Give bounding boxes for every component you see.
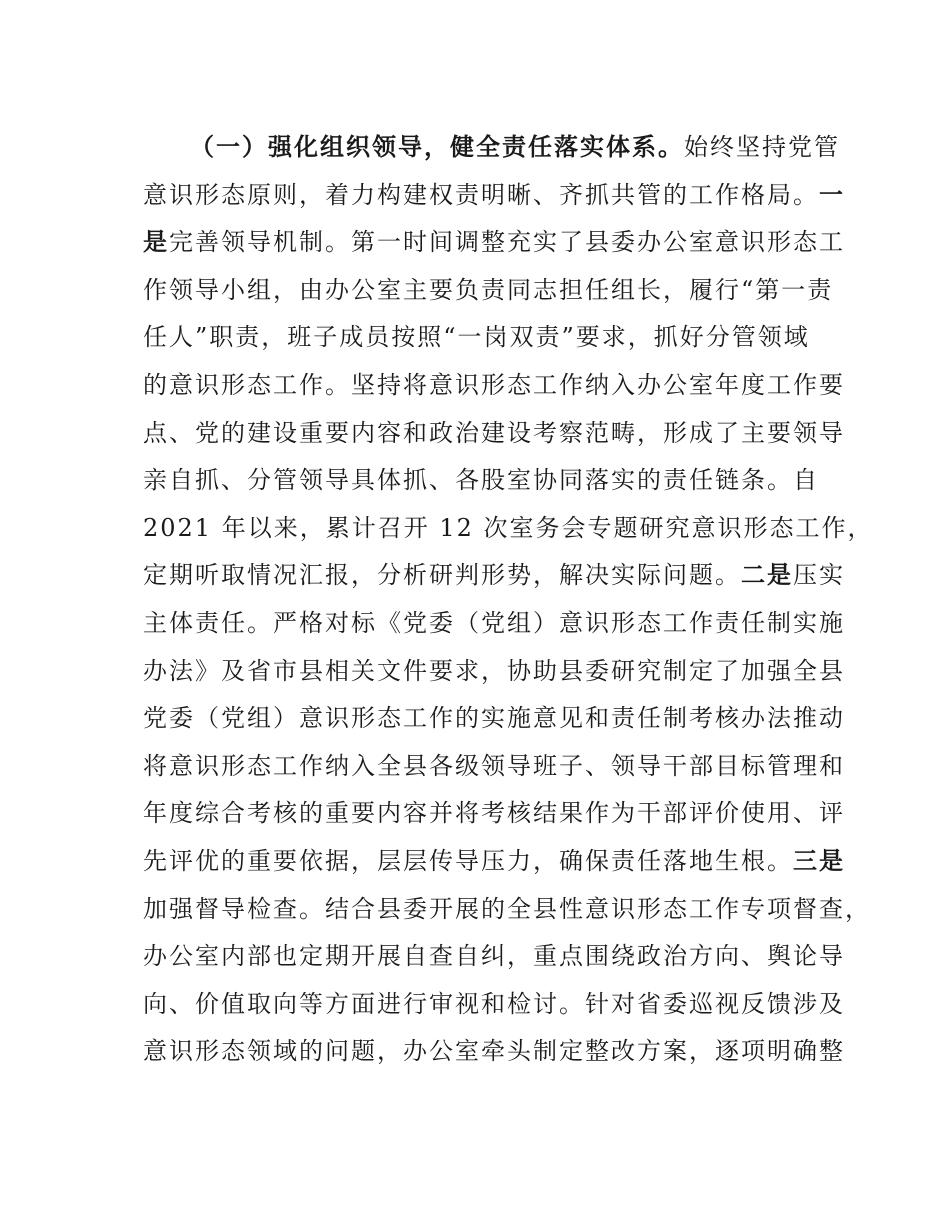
paragraph-line [143, 1028, 845, 1076]
paragraph-line [143, 600, 845, 648]
text-segment: 年度综合考核的重要内容并将考核结果作为干部评价使用、评 [143, 799, 845, 828]
paragraph-line [143, 933, 845, 981]
bold-text-segment: 三是 [793, 846, 845, 875]
text-segment: 主体责任。严格对标《党委（党组）意识形态工作责任制实施 [143, 608, 845, 637]
paragraph-line [143, 410, 845, 458]
paragraph-line [143, 981, 845, 1029]
text-segment: 党委（党组）意识形态工作的实施意见和责任制考核办法推动 [143, 704, 845, 733]
document-body [143, 124, 874, 1076]
text-segment: 作领导小组，由办公室主要负责同志担任组长，履行“第一责 [143, 275, 834, 304]
bold-text-segment: 二是 [741, 561, 793, 590]
text-segment: 压实 [793, 561, 845, 590]
text-segment: 办公室内部也定期开展自查自纠，重点围绕政治方向、舆论导 [143, 942, 845, 971]
text-segment: 定期听取情况汇报，分析研判形势，解决实际问题。 [143, 561, 741, 590]
bold-text-segment: 是 [143, 228, 169, 257]
text-segment: 意识形态领域的问题，办公室牵头制定整改方案，逐项明确整 [143, 1037, 845, 1066]
paragraph-line [143, 457, 819, 505]
text-segment: 始终坚持党管 [684, 133, 840, 161]
paragraph-line [143, 124, 840, 172]
text-segment: 点、党的建设重要内容和政治建设考察范畴，形成了主要领导 [143, 418, 845, 447]
text-segment: 意识形态原则，着力构建权责明晰、齐抓共管的工作格局。 [143, 180, 819, 209]
text-segment: 2021 年以来，累计召开 12 次室务会专题研究意识形态工作， [143, 513, 874, 542]
paragraph-line [143, 314, 810, 362]
text-segment: 先评优的重要依据，层层传导压力，确保责任落地生根。 [143, 846, 793, 875]
paragraph-line [143, 790, 845, 838]
text-segment: 加强督导检查。结合县委开展的全县性意识形态工作专项督查， [143, 894, 871, 923]
text-segment: 办法》及省市县相关文件要求，协助县委研究制定了加强全县 [143, 656, 845, 685]
paragraph-line [143, 267, 834, 315]
text-segment: 向、价值取向等方面进行审视和检讨。针对省委巡视反馈涉及 [143, 989, 845, 1018]
text-segment: 将意识形态工作纳入全县各级领导班子、领导干部目标管理和 [143, 751, 845, 780]
paragraph-line [143, 838, 845, 886]
paragraph-line [143, 219, 845, 267]
bold-text-segment: 一 [819, 180, 845, 209]
paragraph-line [143, 886, 871, 934]
text-segment: 完善领导机制。第一时间调整充实了县委办公室意识形态工 [169, 228, 845, 257]
paragraph-line [143, 552, 845, 600]
text-segment: 亲自抓、分管领导具体抓、各股室协同落实的责任链条。自 [143, 466, 819, 495]
paragraph-line [143, 648, 845, 696]
paragraph-line [143, 505, 874, 553]
paragraph-line [143, 362, 845, 410]
paragraph-line [143, 695, 845, 743]
bold-text-segment: （一）强化组织领导，健全责任落实体系。 [190, 133, 684, 161]
text-segment: 任人”职责，班子成员按照“一岗双责”要求，抓好分管领域 [143, 323, 810, 352]
paragraph-line [143, 172, 845, 220]
text-segment: 的意识形态工作。坚持将意识形态工作纳入办公室年度工作要 [143, 370, 845, 399]
paragraph-line [143, 743, 845, 791]
